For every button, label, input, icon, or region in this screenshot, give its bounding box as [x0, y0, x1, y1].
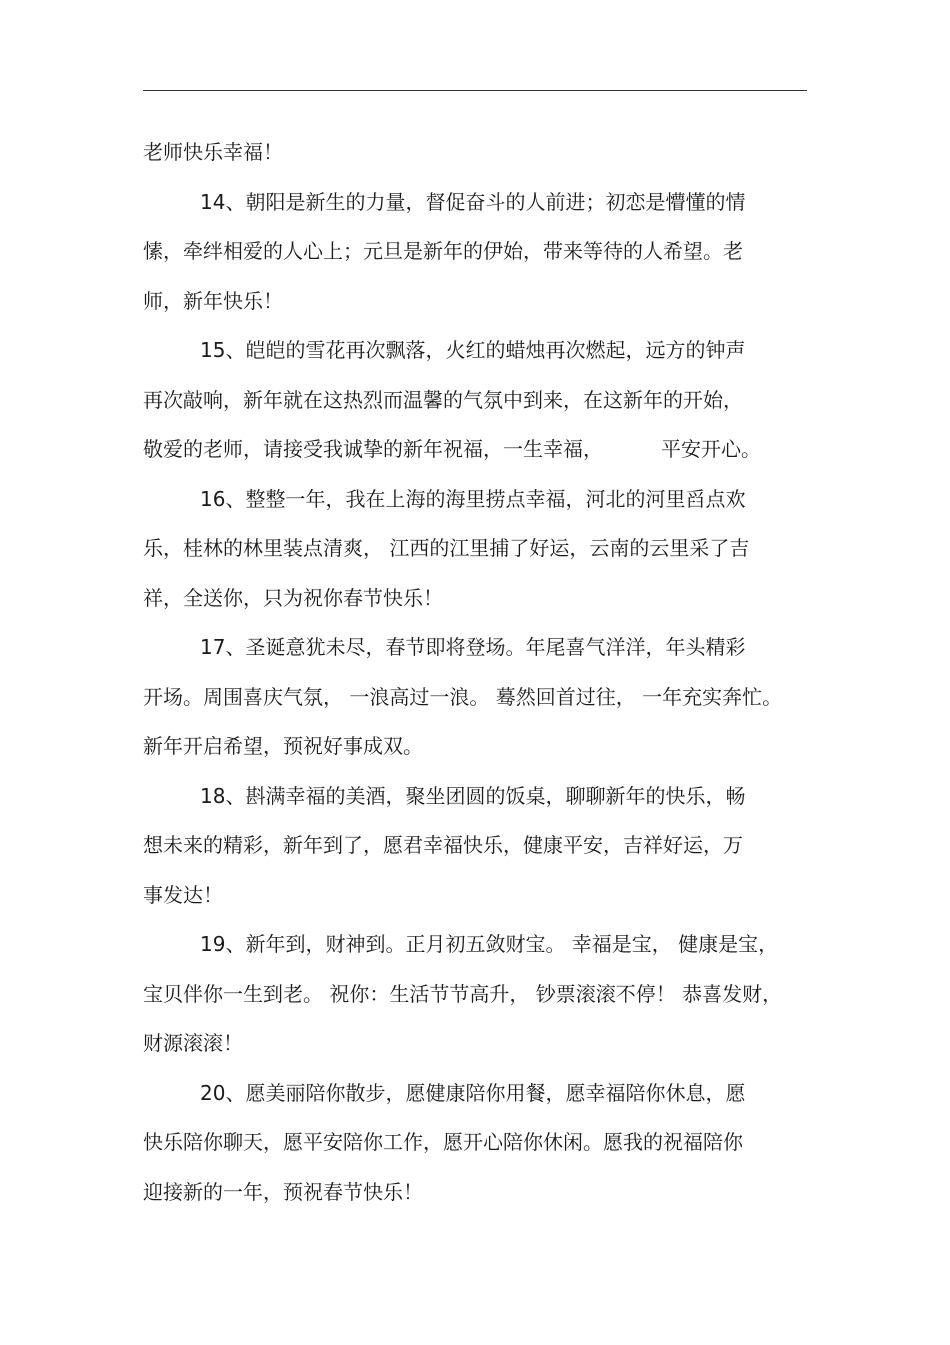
- paragraph-20: [143, 1069, 807, 1218]
- text-line: 事发达！: [143, 882, 223, 907]
- text-line: 开场。周围喜庆气氛， 一浪高过一浪。 蓦然回首过往， 一年充实奔忙。: [143, 684, 783, 709]
- text-line: 19、新年到，财神到。正月初五敛财宝。 幸福是宝， 健康是宝，: [200, 932, 779, 956]
- text-line: 想未来的精彩，新年到了，愿君幸福快乐，健康平安，吉祥好运，万: [143, 833, 743, 857]
- text-line: 新年开启希望，预祝好事成双。: [143, 734, 423, 758]
- text-line: 乐，桂林的林里装点清爽， 江西的江里捕了好运，云南的云里采了吉: [143, 536, 750, 560]
- text-line: 20、愿美丽陪你散步，愿健康陪你用餐，愿幸福陪你休息，愿: [200, 1080, 746, 1105]
- text-line: 宝贝伴你一生到老。 祝你：生活节节高升， 钞票滚滚不停！ 恭喜发财，: [143, 981, 783, 1006]
- paragraph-14: [143, 178, 807, 327]
- text-line: 16、整整一年，我在上海的海里捞点幸福，河北的河里舀点欢: [200, 486, 746, 511]
- paragraph-15: [143, 326, 807, 475]
- text-segment: 平安开心。: [661, 437, 761, 461]
- text-line: 15、皑皑的雪花再次飘落，火红的蜡烛再次燃起，远方的钟声: [200, 338, 746, 362]
- text-line-composite: [143, 425, 807, 475]
- text-line: 17、圣诞意犹未尽，春节即将登场。年尾喜气洋洋，年头精彩: [200, 635, 746, 659]
- paragraph-17: [143, 623, 807, 772]
- text-line: 迎接新的一年，预祝春节快乐！: [143, 1179, 423, 1204]
- document-body: [143, 128, 807, 1217]
- paragraph-16: [143, 475, 807, 624]
- text-line: 老师快乐幸福！: [143, 140, 283, 164]
- text-line: 快乐陪你聊天，愿平安陪你工作，愿开心陪你休闲。愿我的祝福陪你: [143, 1130, 743, 1154]
- text-segment: 敬爱的老师，请接受我诚挚的新年祝福，一生幸福，: [143, 437, 603, 461]
- text-line: 祥，全送你，只为祝你春节快乐！: [143, 585, 443, 610]
- paragraph-19: [143, 920, 807, 1069]
- text-line: 愫，牵绊相爱的人心上；元旦是新年的伊始，带来等待的人希望。老: [143, 239, 743, 263]
- header-rule: [143, 90, 807, 91]
- text-line: 再次敲响，新年就在这热烈而温馨的气氛中到来，在这新年的开始，: [143, 387, 743, 412]
- text-line: 财源滚滚！: [143, 1031, 243, 1055]
- paragraph-18: [143, 772, 807, 921]
- text-line: 14、朝阳是新生的力量，督促奋斗的人前进；初恋是懵懂的情: [200, 189, 746, 214]
- paragraph-13-tail: [143, 128, 807, 178]
- text-line: 18、斟满幸福的美酒，聚坐团圆的饭桌，聊聊新年的快乐，畅: [200, 783, 746, 808]
- text-line: 师，新年快乐！: [143, 288, 283, 313]
